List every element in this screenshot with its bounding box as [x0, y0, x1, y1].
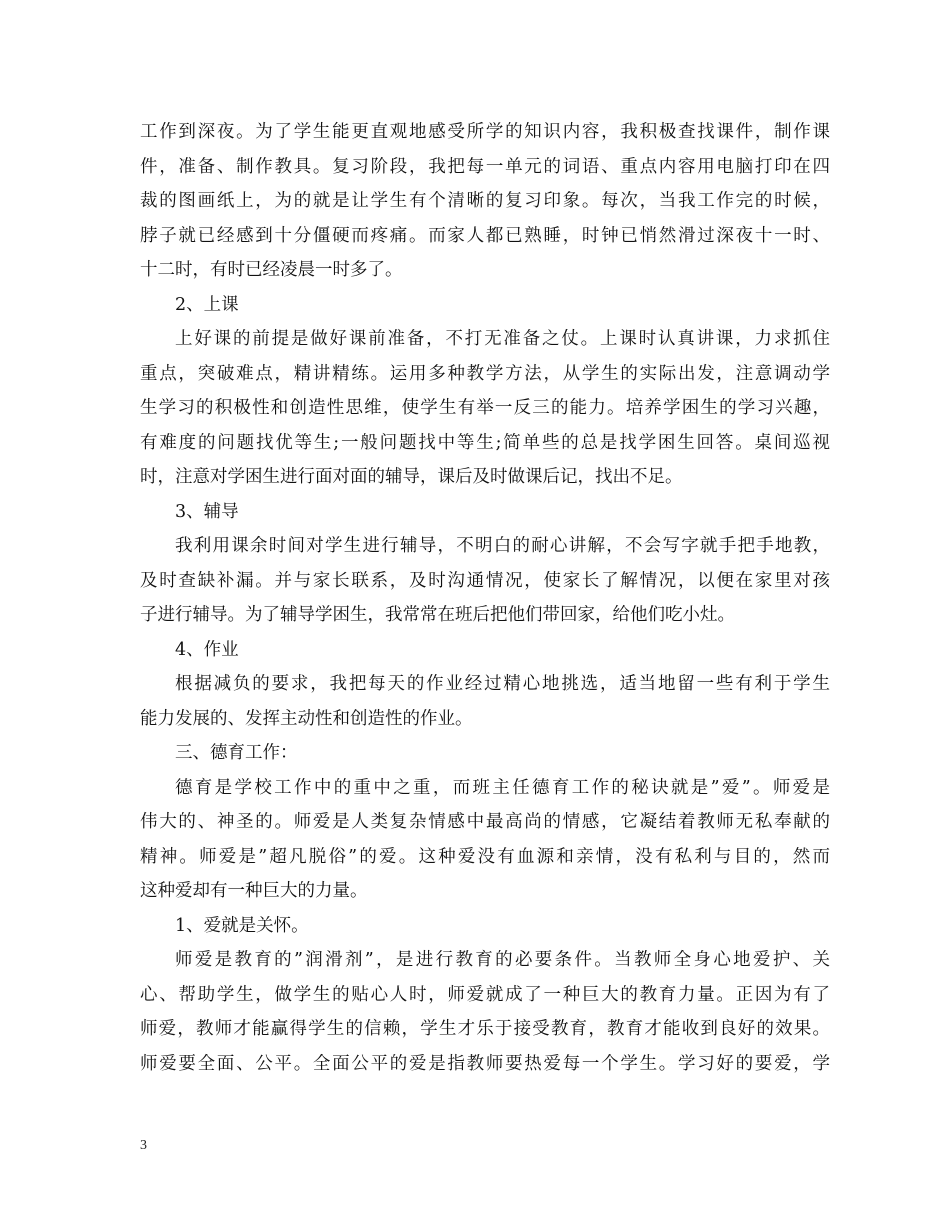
- text-line: 上好课的前提是做好课前准备，不打无准备之仗。上课时认真讲课，力求抓住: [175, 329, 830, 349]
- text-line: 这种爱却有一种巨大的力量。: [140, 881, 368, 901]
- text-line: 工作到深夜。为了学生能更直观地感受所学的知识内容，我积极查找课件，制作课: [140, 122, 830, 142]
- text-line: 重点，突破难点，精讲精练。运用多种教学方法，从学生的实际出发，注意调动学: [140, 363, 830, 384]
- section-heading: 2、上课: [175, 294, 239, 315]
- text-line: 时，注意对学困生进行面对面的辅导，课后及时做课后记，找出不足。: [140, 467, 683, 487]
- text-line: 子进行辅导。为了辅导学困生，我常常在班后把他们带回家，给他们吃小灶。: [140, 605, 735, 625]
- text-line: 德育是学校工作中的重中之重，而班主任德育工作的秘诀就是”爱”。师爱是: [175, 777, 830, 798]
- text-line: 裁的图画纸上，为的就是让学生有个清晰的复习印象。每次，当我工作完的时候，: [140, 191, 830, 211]
- text-line: 伟大的、神圣的。师爱是人类复杂情感中最高尚的情感，它凝结着教师无私奉献的: [140, 812, 830, 832]
- text-line: 脖子就已经感到十分僵硬而疼痛。而家人都已熟睡，时钟已悄然滑过深夜十一时、: [140, 225, 830, 246]
- section-heading: 4、作业: [175, 639, 239, 660]
- text-line: 有难度的问题找优等生;一般问题找中等生;简单些的总是找学困生回答。桌间巡视: [140, 432, 830, 453]
- section-heading: 三、德育工作：: [175, 743, 298, 763]
- text-line: 精神。师爱是”超凡脱俗”的爱。这种爱没有血源和亲情，没有私利与目的，然而: [140, 846, 830, 867]
- text-line: 能力发展的、发挥主动性和创造性的作业。: [140, 708, 473, 729]
- section-heading: 3、辅导: [175, 501, 239, 522]
- page-number: 3: [140, 1138, 147, 1153]
- section-heading: 1、爱就是关怀。: [175, 915, 309, 936]
- text-line: 十二时，有时已经凌晨一时多了。: [140, 260, 403, 280]
- text-line: 师爱，教师才能赢得学生的信赖，学生才乐于接受教育，教育才能收到良好的效果。: [140, 1019, 830, 1039]
- text-line: 师爱要全面、公平。全面公平的爱是指教师要热爱每一个学生。学习好的要爱，学: [140, 1053, 830, 1074]
- text-line: 心、帮助学生，做学生的贴心人时，师爱就成了一种巨大的教育力量。正因为有了: [140, 984, 830, 1005]
- text-line: 根据减负的要求，我把每天的作业经过精心地挑选，适当地留一些有利于学生: [175, 674, 830, 694]
- text-line: 生学习的积极性和创造性思维，使学生有举一反三的能力。培养学困生的学习兴趣，: [140, 398, 830, 418]
- text-line: 我利用课余时间对学生进行辅导，不明白的耐心讲解，不会写字就手把手地教，: [175, 536, 830, 556]
- body-text: [140, 115, 830, 1081]
- text-line: 及时查缺补漏。并与家长联系，及时沟通情况，使家长了解情况，以便在家里对孩: [140, 570, 830, 591]
- text-line: 师爱是教育的”润滑剂”，是进行教育的必要条件。当教师全身心地爱护、关: [175, 950, 830, 970]
- text-line: 件，准备、制作教具。复习阶段，我把每一单元的词语、重点内容用电脑打印在四: [140, 156, 830, 177]
